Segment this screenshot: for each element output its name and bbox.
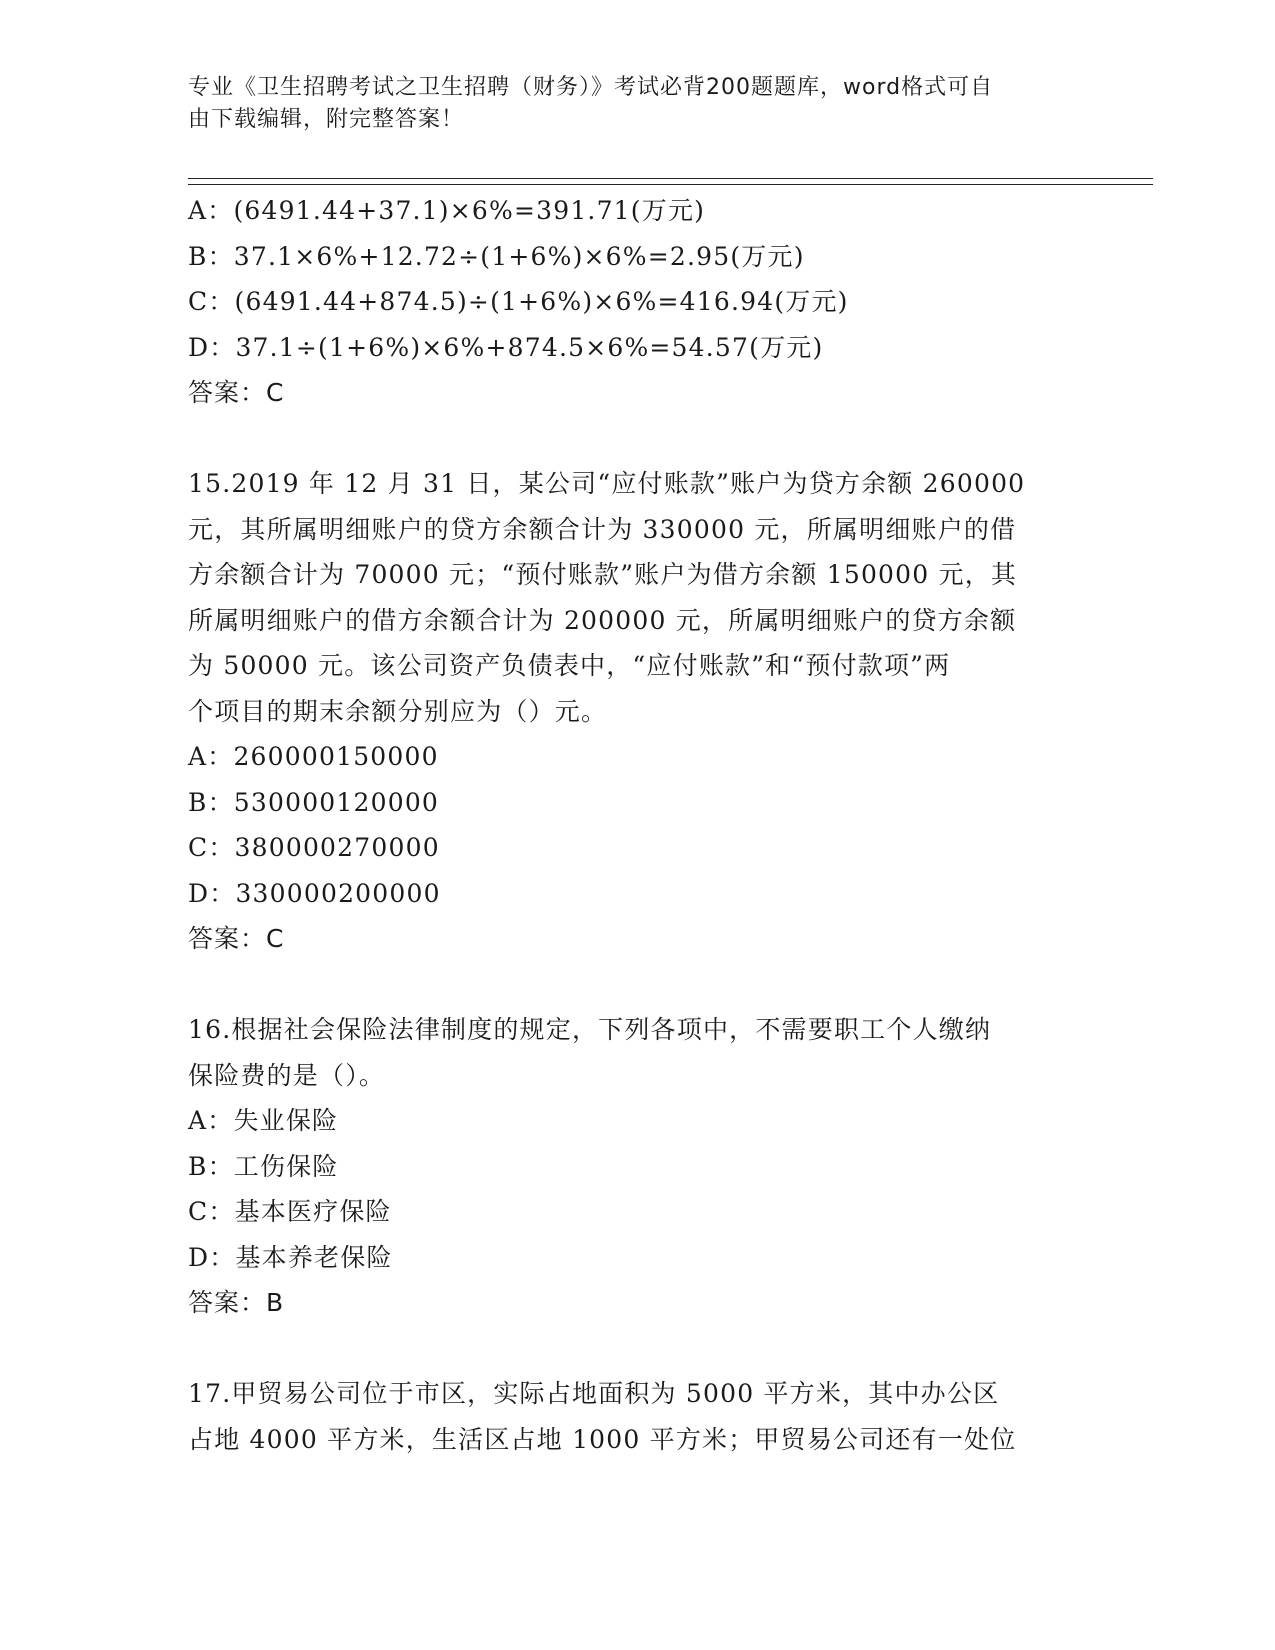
answer: 答案：B	[188, 1288, 285, 1317]
question-14	[188, 188, 1088, 416]
option-a: A：260000150000	[188, 742, 439, 771]
question-text-line: 为 50000 元。该公司资产负债表中，“应付账款”和“预付款项”两	[188, 651, 951, 680]
answer: 答案：C	[188, 924, 285, 953]
spacer	[188, 416, 1088, 462]
option-d: D：基本养老保险	[188, 1242, 393, 1272]
answer: 答案：C	[188, 378, 285, 407]
question-text-line: 元，其所属明细账户的贷方余额合计为 330000 元，所属明细账户的借	[188, 514, 1017, 544]
question-17	[188, 1371, 1088, 1462]
question-text-line: 15.2019 年 12 月 31 日，某公司“应付账款”账户为贷方余额 260000	[188, 469, 1026, 498]
question-text-line: 保险费的是（）。	[188, 1060, 386, 1090]
header-line-2: 由下载编辑，附完整答案！	[188, 107, 465, 132]
header-line-1: 专业《卫生招聘考试之卫生招聘（财务）》考试必背200题题库，word格式可自	[188, 75, 994, 100]
spacer	[188, 962, 1088, 1008]
question-text-line: 方余额合计为 70000 元；“预付账款”账户为借方余额 150000 元，其	[188, 560, 1018, 589]
question-text-line: 所属明细账户的借方余额合计为 200000 元，所属明细账户的贷方余额	[188, 605, 1017, 635]
option-b: B：37.1×6%+12.72÷(1+6%)×6%=2.95(万元)	[188, 241, 805, 271]
option-a: A：失业保险	[188, 1106, 339, 1135]
header-rule-bottom	[188, 184, 1153, 185]
question-text-line: 占地 4000 平方米，生活区占地 1000 平方米；甲贸易公司还有一处位	[188, 1424, 1017, 1454]
option-c: C：(6491.44+874.5)÷(1+6%)×6%=416.94(万元)	[188, 287, 849, 316]
question-text-line: 16.根据社会保险法律制度的规定，下列各项中，不需要职工个人缴纳	[188, 1015, 992, 1044]
option-c: C：基本医疗保险	[188, 1197, 392, 1226]
document-body	[188, 188, 1088, 1462]
header-rule-top	[188, 178, 1153, 179]
option-a: A：(6491.44+37.1)×6%=391.71(万元)	[188, 196, 706, 225]
question-text-line: 个项目的期末余额分别应为（）元。	[188, 696, 608, 726]
option-b: B：工伤保险	[188, 1151, 339, 1181]
question-15	[188, 461, 1088, 962]
option-d: D：330000200000	[188, 878, 441, 908]
page-header	[188, 72, 1068, 136]
option-c: C：380000270000	[188, 833, 440, 862]
spacer	[188, 1326, 1088, 1372]
option-b: B：530000120000	[188, 787, 440, 817]
option-d: D：37.1÷(1+6%)×6%+874.5×6%=54.57(万元)	[188, 332, 824, 362]
question-text-line: 17.甲贸易公司位于市区，实际占地面积为 5000 平方米，其中办公区	[188, 1379, 1000, 1408]
question-16	[188, 1007, 1088, 1326]
